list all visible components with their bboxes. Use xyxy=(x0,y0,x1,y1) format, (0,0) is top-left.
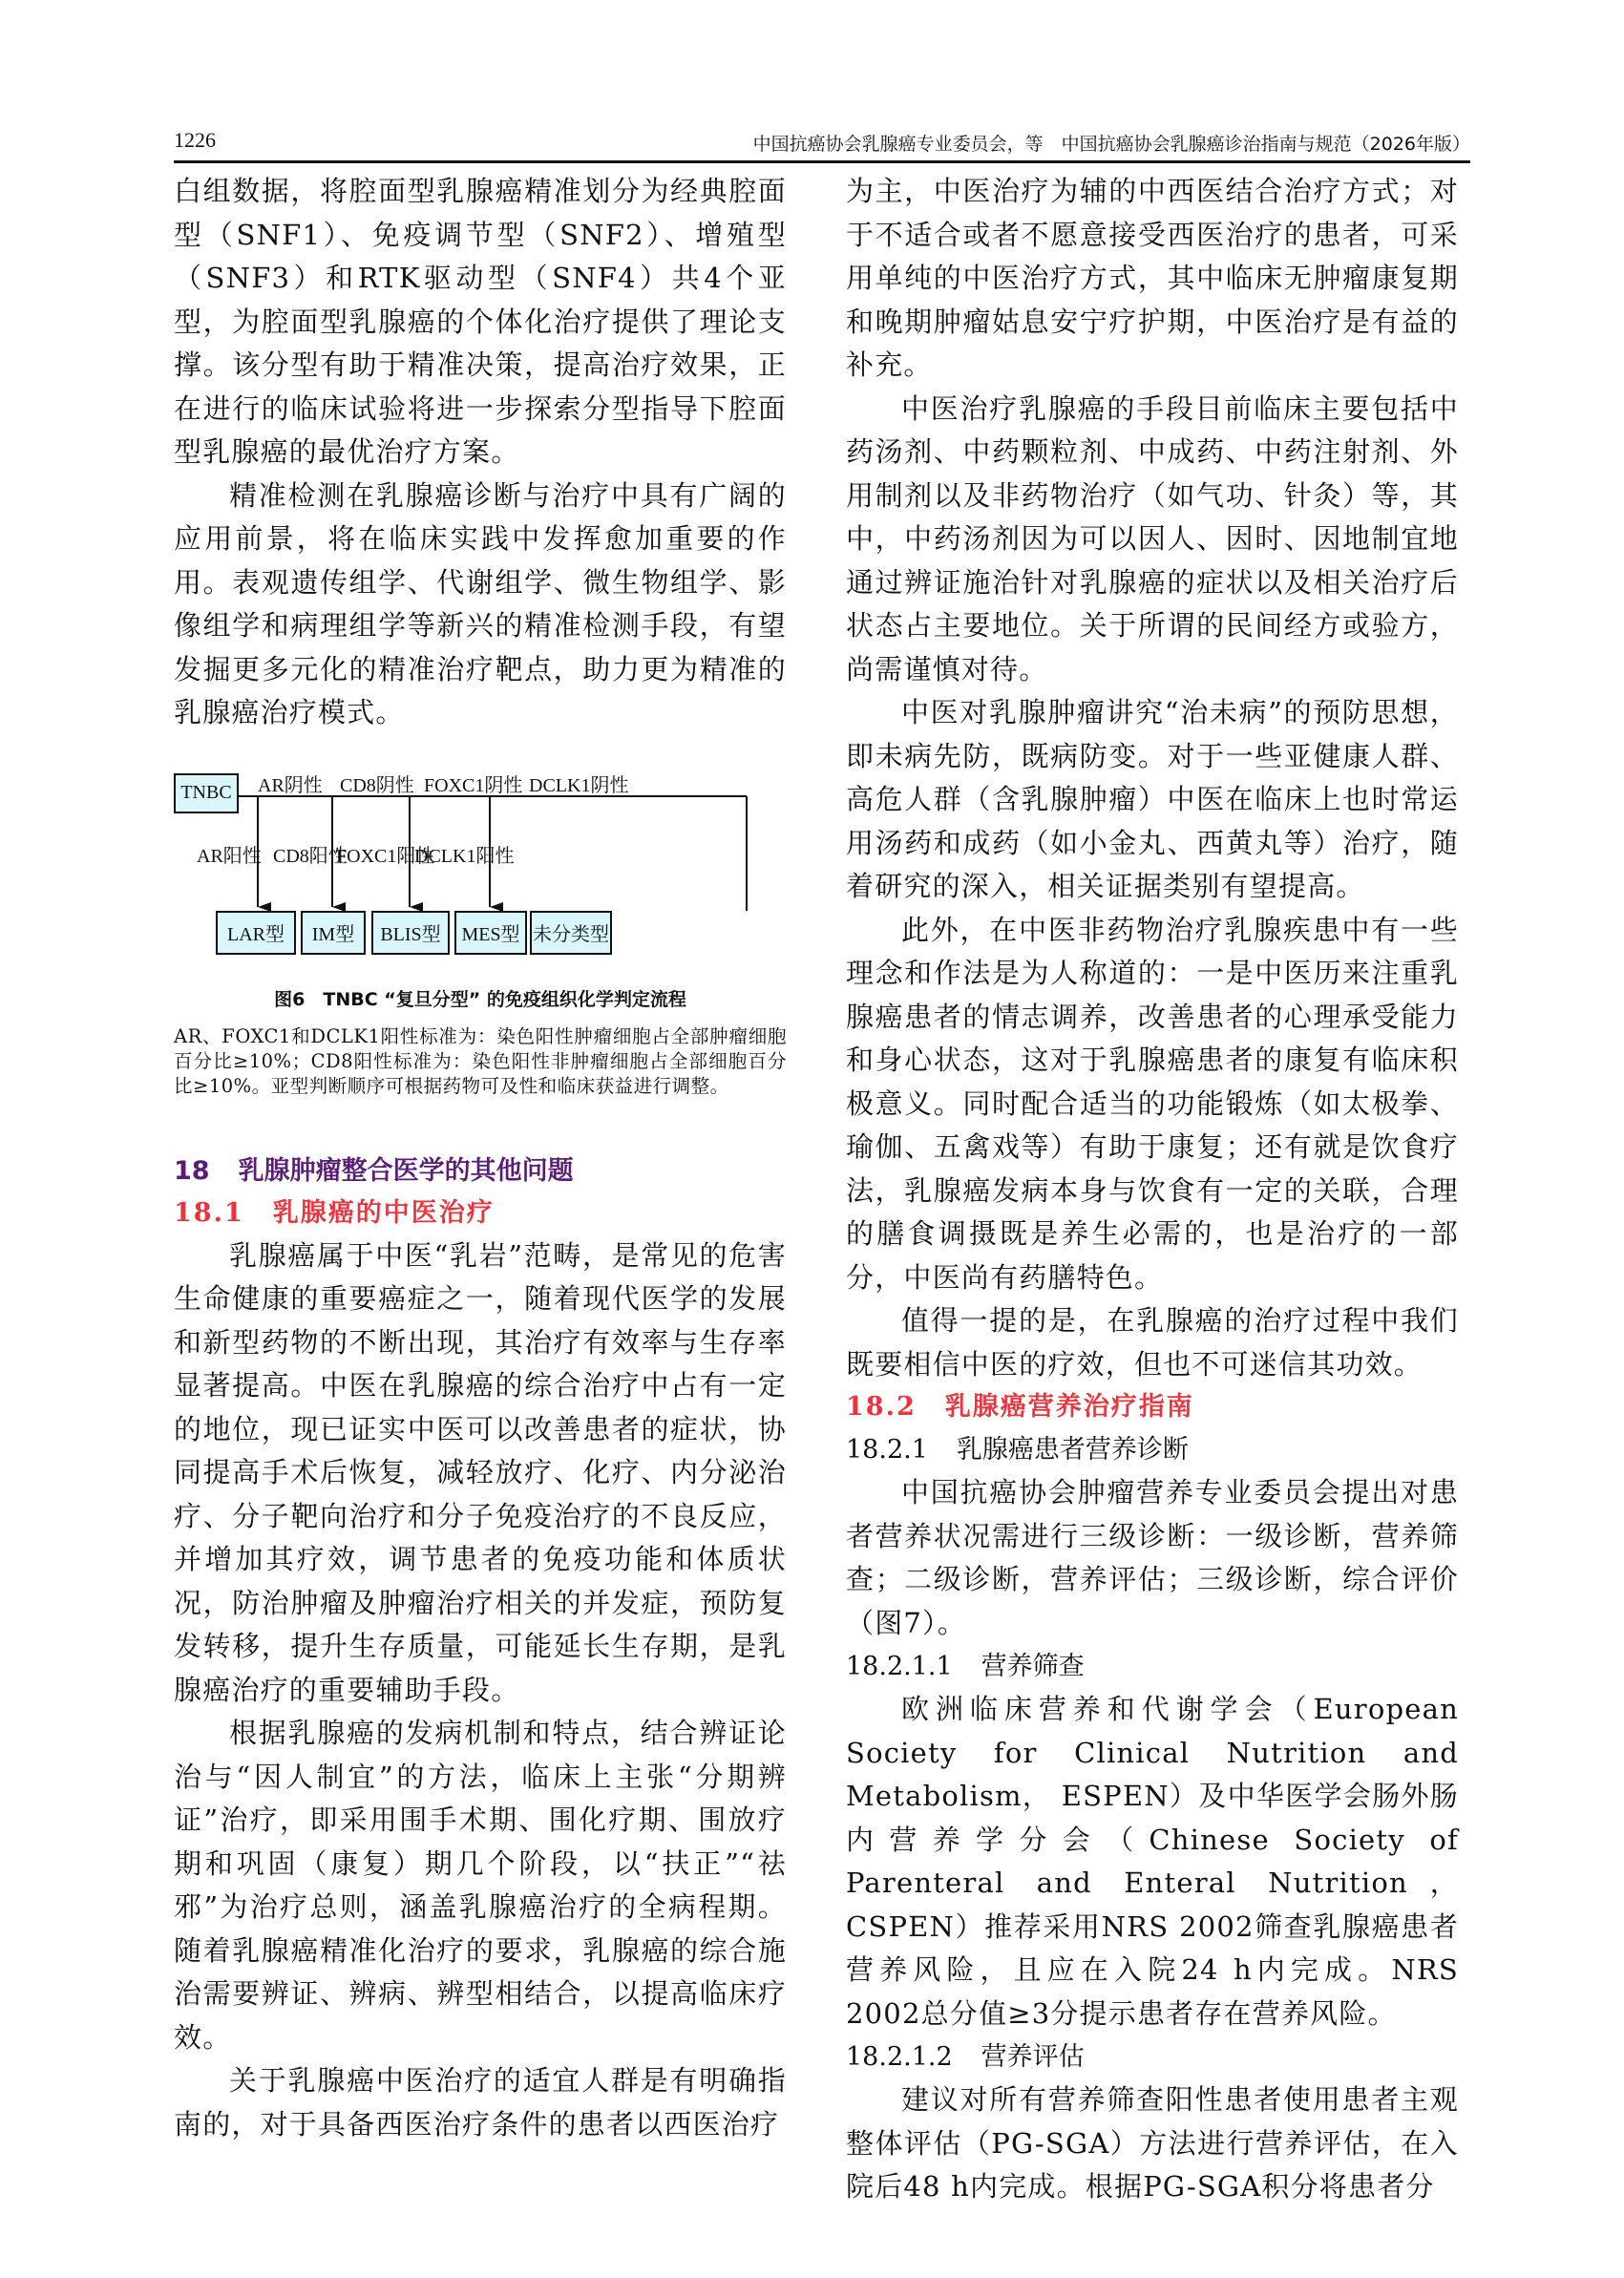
figure-caption: 图6 TNBC “复旦分型” 的免疫组织化学判定流程 xyxy=(274,988,686,1010)
paragraph: 乳腺癌属于中医“乳岩”范畴，是常见的危害生命健康的重要癌症之一，随着现代医学的发展和新型药物的不断出现，其治疗有效率与生存率显著提高。中医在乳腺癌的综合治疗中占有一定的地位，现已证实中医可以改善患者的症状，协同提高手术后恢复，减轻放疗、化疗、内分泌治疗、分子靶向治疗和分子免疫治疗的不良反应，并增加其疗效，调节患者的免疫功能和体质状况，防治肿瘤及肿瘤治疗相关的并发症，预防复发转移，提升生存质量，可能延长生存期，是乳腺癌治疗的重要辅助手段。 xyxy=(174,1238,787,1706)
paragraph: 中国抗癌协会肿瘤营养专业委员会提出对患者营养状况需进行三级诊断：一级诊断，营养筛查；二级诊断，营养评估；三级诊断，综合评价（图7）。 xyxy=(846,1476,1459,1639)
node-mes: MES型 xyxy=(454,911,527,955)
node-lar: LAR型 xyxy=(216,911,296,955)
right-column xyxy=(846,170,1459,2209)
figure-note: AR、FOXC1和DCLK1阳性标准为：染色阳性肿瘤细胞占全部肿瘤细胞百分比≥10%；CD8阳性标准为：染色阳性非肿瘤细胞占全部细胞百分比≥10%。亚型判断顺序可根据药物可及性和临床获益进行调整。 xyxy=(174,1024,787,1097)
label-cd8-negative: CD8阴性 xyxy=(340,774,414,796)
figure-6-flowchart xyxy=(174,764,787,964)
section-number: 18 xyxy=(174,1155,210,1186)
section-heading-18-2 xyxy=(846,1386,1459,1428)
paragraph: 此外，在中医非药物治疗乳腺疾患中有一些理念和作法是为人称道的：一是中医历来注重乳腺癌患者的情志调养，改善患者的心理承受能力和身心状态，这对于乳腺癌患者的康复有临床积极意义。同时配合适当的功能锻炼（如太极拳、瑜伽、五禽戏等）有助于康复；还有就是饮食疗法，乳腺癌发病本身与饮食有一定的关联，合理的膳食调摄既是养生必需的，也是治疗的一部分，中医尚有药膳特色。 xyxy=(846,913,1459,1294)
section-heading-18-2-1 xyxy=(846,1428,1459,1471)
paragraph: 根据乳腺癌的发病机制和特点，结合辨证论治与“因人制宜”的方法，临床上主张“分期辨证”治疗，即采用围手术期、围化疗期、围放疗期和巩固（康复）期几个阶段，以“扶正”“祛邪”为治疗总则，涵盖乳腺癌治疗的全病程期。随着乳腺癌精准化治疗的要求，乳腺癌的综合施治需要辨证、辨病、辨型相结合，以提高临床疗效。 xyxy=(174,1717,787,2054)
label-foxc1-positive: FOXC1阳性 xyxy=(336,845,435,867)
section-title: 乳腺肿瘤整合医学的其他问题 xyxy=(238,1155,574,1186)
paragraph: 为主，中医治疗为辅的中西医结合治疗方式；对于不适合或者不愿意接受西医治疗的患者，可采用单纯的中医治疗方式，其中临床无肿瘤康复期和晚期肿瘤姑息安宁疗护期，中医治疗是有益的补充。 xyxy=(846,175,1459,381)
node-blis: BLIS型 xyxy=(371,911,450,955)
page-number: 1226 xyxy=(174,128,216,152)
label-ar-positive: AR阳性 xyxy=(197,845,262,867)
paragraph: 精准检测在乳腺癌诊断与治疗中具有广阔的应用前景，将在临床实践中发挥愈加重要的作用。表观遗传组学、代谢组学、微生物组学、影像组学和病理组学等新兴的精准检测手段，有望发掘更多元化的精准治疗靶点，助力更为精准的乳腺癌治疗模式。 xyxy=(174,478,787,728)
section-number: 18.2.1.2 xyxy=(846,2042,953,2072)
label-ar-negative: AR阴性 xyxy=(258,774,323,796)
label-foxc1-negative: FOXC1阴性 xyxy=(424,774,523,796)
paragraph: 值得一提的是，在乳腺癌的治疗过程中我们既要相信中医的疗效，但也不可迷信其功效。 xyxy=(846,1304,1459,1381)
section-heading-18-1 xyxy=(174,1192,787,1234)
section-title: 乳腺癌营养治疗指南 xyxy=(944,1392,1194,1422)
page-header xyxy=(174,128,1470,163)
paragraph: 白组数据，将腔面型乳腺癌精准划分为经典腔面型（SNF1）、免疫调节型（SNF2）、增殖型（SNF3）和RTK驱动型（SNF4）共4个亚型，为腔面型乳腺癌的个体化治疗提供了理论支撑。该分型有助于精准决策，提高治疗效果，正在进行的临床试验将进一步探索分型指导下腔面型乳腺癌的最优治疗方案。 xyxy=(174,175,787,468)
running-head: 中国抗癌协会乳腺癌专业委员会，等 中国抗癌协会乳腺癌诊治指南与规范（2026年版） xyxy=(752,134,1470,155)
node-unclassified: 未分类型 xyxy=(530,911,612,955)
section-heading-18 xyxy=(174,1150,787,1192)
paragraph: 关于乳腺癌中医治疗的适宜人群是有明确指南的，对于具备西医治疗条件的患者以西医治疗 xyxy=(174,2064,787,2141)
paragraph: 中医对乳腺肿瘤讲究“治未病”的预防思想，即未病先防，既病防变。对于一些亚健康人群、高危人群（含乳腺肿瘤）中医在临床上也时常运用汤药和成药（如小金丸、西黄丸等）治疗，随着研究的深入，相关证据类别有望提高。 xyxy=(846,696,1459,902)
section-title: 营养评估 xyxy=(981,2042,1085,2072)
section-number: 18.1 xyxy=(174,1197,244,1228)
label-cd8-positive: CD8阳性 xyxy=(273,845,348,867)
label-dclk1-positive: DCLK1阳性 xyxy=(414,845,515,867)
section-title: 乳腺癌的中医治疗 xyxy=(272,1197,495,1228)
section-heading-18-2-1-2 xyxy=(846,2035,1459,2078)
section-title: 乳腺癌患者营养诊断 xyxy=(956,1435,1189,1465)
left-column xyxy=(174,170,787,2146)
paragraph: 欧洲临床营养和代谢学会（European Society for Clinical Nutrition and Metabolism， ESPEN）及中华医学会肠外肠内营养学分会（Chinese Society of Parenteral and Enteral Nutrition，CSPEN）推荐采用NRS 2002筛查乳腺癌患者营养风险，且应在入院24 h内完成。NRS 2002总分值≥3分提示患者存在营养风险。 xyxy=(846,1693,1459,2030)
section-heading-18-2-1-1 xyxy=(846,1645,1459,1688)
section-title: 营养筛查 xyxy=(981,1652,1085,1681)
paragraph: 建议对所有营养筛查阳性患者使用患者主观整体评估（PG-SGA）方法进行营养评估，在入院后48 h内完成。根据PG-SGA积分将患者分 xyxy=(846,2083,1459,2203)
section-number: 18.2.1 xyxy=(846,1435,928,1465)
section-number: 18.2.1.1 xyxy=(846,1652,953,1681)
node-tnbc: TNBC xyxy=(174,773,239,813)
node-im: IM型 xyxy=(301,911,366,955)
paragraph: 中医治疗乳腺癌的手段目前临床主要包括中药汤剂、中药颗粒剂、中成药、中药注射剂、外用制剂以及非药物治疗（如气功、针灸）等，其中，中药汤剂因为可以因人、因时、因地制宜地通过辨证施治针对乳腺癌的症状以及相关治疗后状态占主要地位。关于所谓的民间经方或验方，尚需谨慎对待。 xyxy=(846,391,1459,686)
section-number: 18.2 xyxy=(846,1392,917,1422)
label-dclk1-negative: DCLK1阴性 xyxy=(529,774,629,796)
